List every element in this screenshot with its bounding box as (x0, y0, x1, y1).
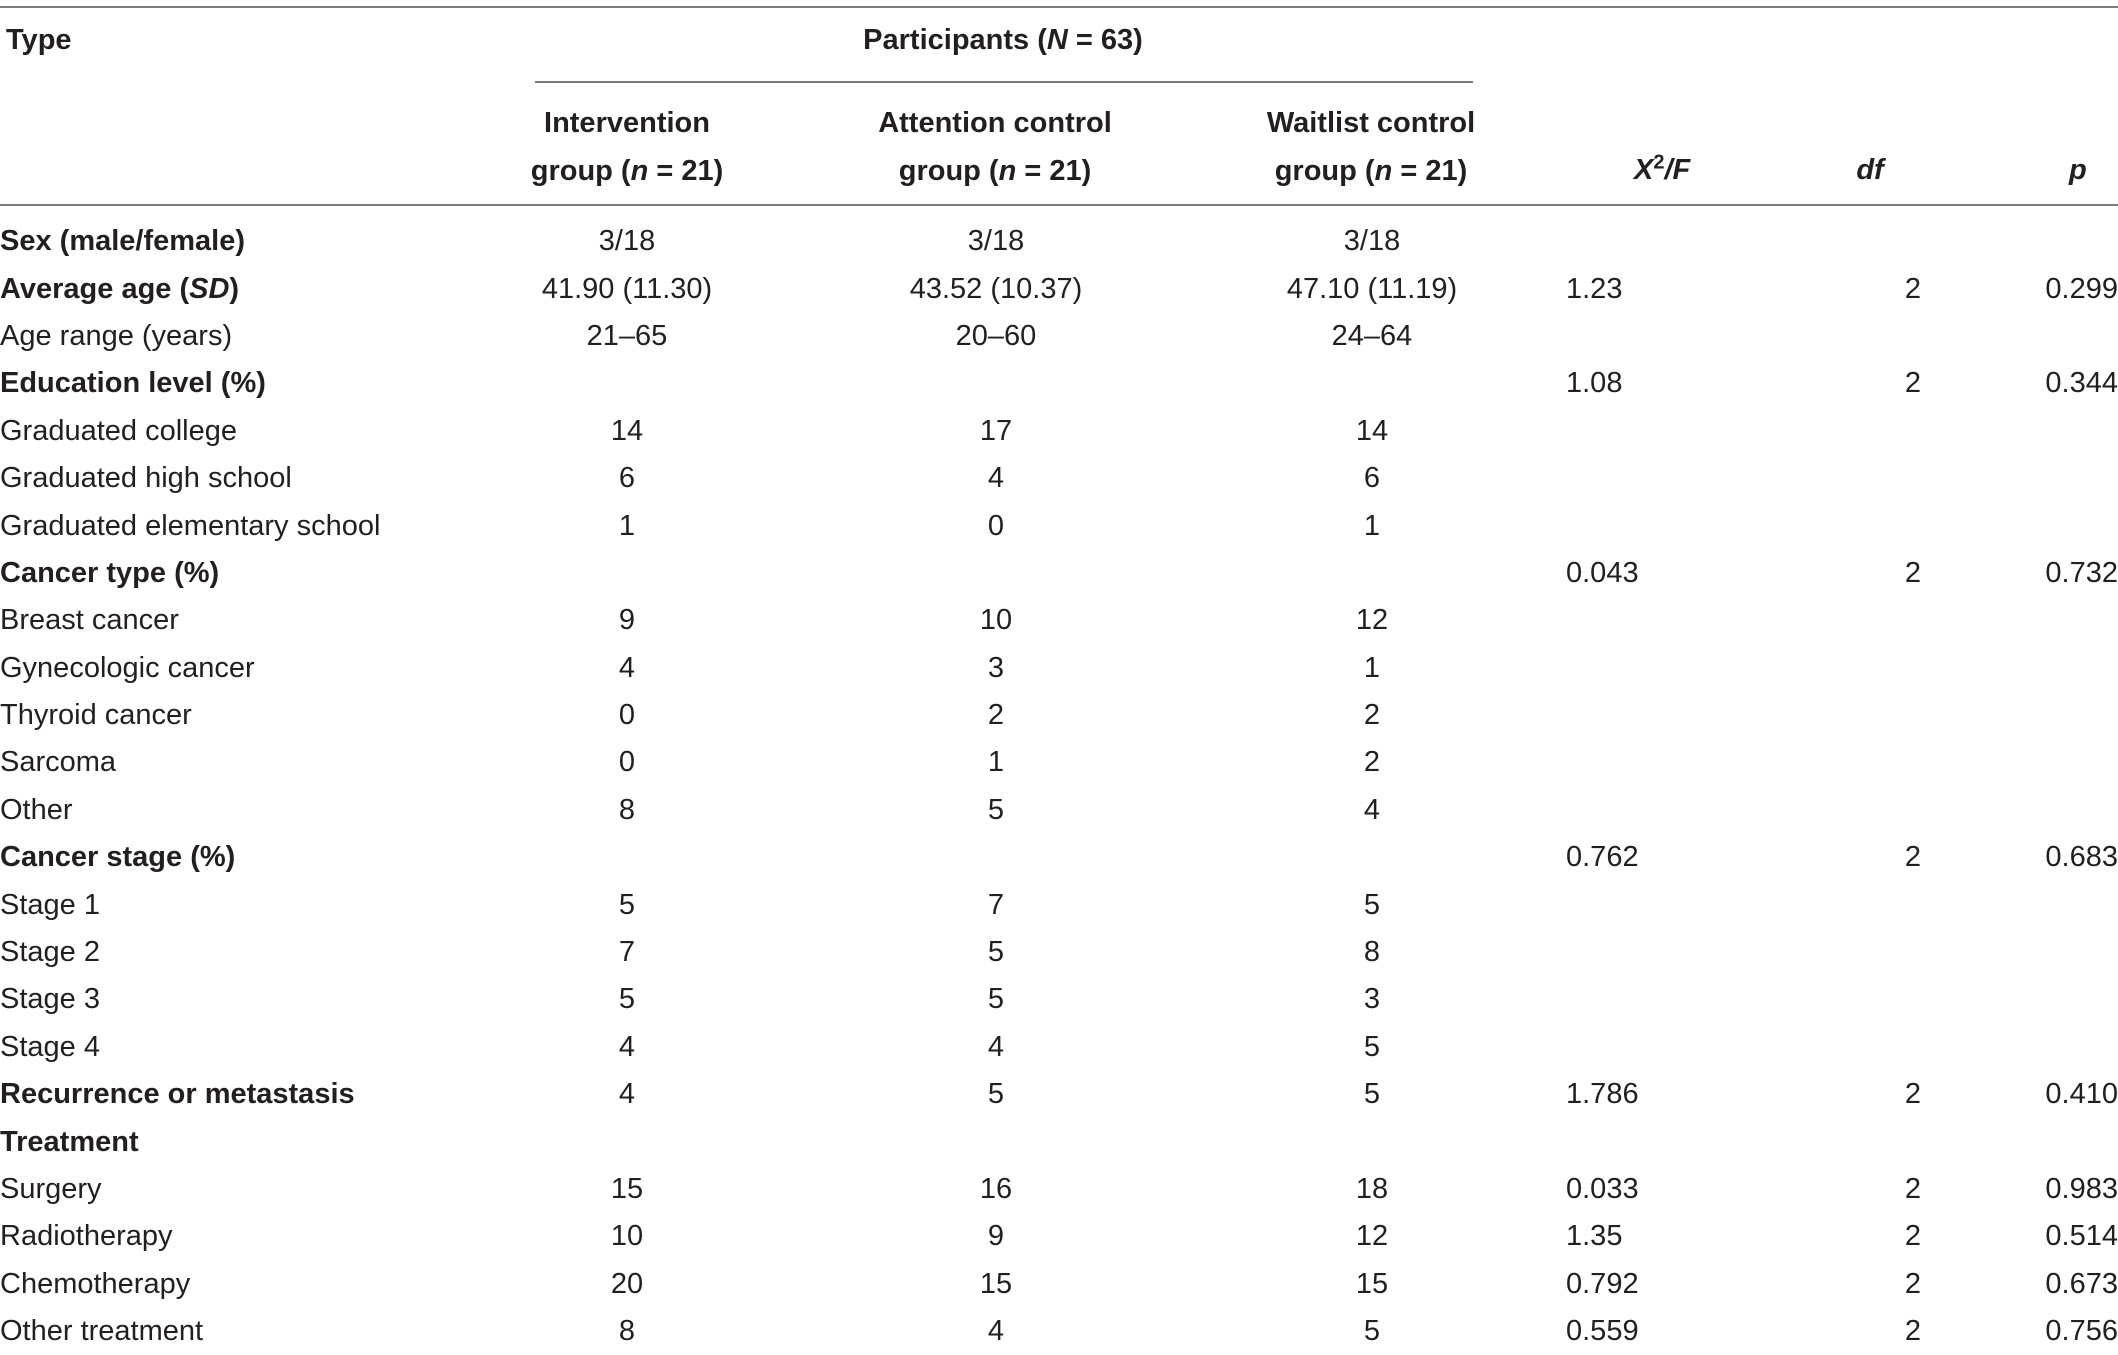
row-label: Education level (%) (0, 367, 266, 400)
p-value: 0.514 (2045, 1220, 2118, 1253)
intervention-value: 10 (610, 1220, 644, 1253)
row-label: Recurrence or metastasis (0, 1078, 355, 1111)
row-label: Treatment (0, 1125, 139, 1158)
table-row (0, 1024, 2118, 1071)
waitlist-control-value: 2 (1363, 699, 1381, 732)
row-label: Other treatment (0, 1315, 204, 1348)
intervention-value: 5 (618, 983, 636, 1016)
attention-control-value: 4 (987, 1315, 1005, 1348)
intervention-value (440, 834, 814, 881)
row-label: Sex (male/female) (0, 225, 246, 258)
attention-control-value: 5 (987, 1078, 1005, 1111)
header-intervention-group: Intervention group (n = 21) (530, 107, 724, 187)
waitlist-control-value: 5 (1363, 1078, 1381, 1111)
header-chi-square-f: $X^2/F$ (1634, 151, 1691, 186)
attention-control-value: 5 (987, 793, 1005, 826)
attention-control-value: 17 (979, 414, 1013, 447)
df-value: 2 (1904, 1220, 1922, 1253)
df-value (1816, 408, 2010, 455)
df-value: 2 (1904, 841, 1922, 874)
table-row (0, 692, 2118, 739)
attention-control-value (814, 360, 1178, 407)
waitlist-control-value: 14 (1355, 414, 1389, 447)
attention-control-value: 0 (987, 509, 1005, 542)
waitlist-control-value: 1 (1363, 509, 1381, 542)
p-value: 0.683 (2045, 841, 2118, 874)
chi-square-f-value: 1.23 (1566, 272, 1623, 305)
attention-control-value (814, 550, 1178, 597)
row-label: Graduated high school (0, 462, 292, 495)
attention-control-value: 15 (979, 1267, 1013, 1300)
row-label: Stage 3 (0, 983, 100, 1016)
table-row (0, 645, 2118, 692)
p-value: 0.299 (2045, 272, 2118, 305)
p-value (2010, 976, 2118, 1023)
df-value: 2 (1904, 1173, 1922, 1205)
header-participants: Participants (N = 63) (863, 24, 1143, 56)
intervention-value: 7 (618, 936, 636, 969)
waitlist-control-value: 2 (1363, 746, 1381, 779)
waitlist-control-value: 12 (1355, 604, 1389, 637)
row-label: Average age (SD) (0, 272, 240, 305)
attention-control-value: 4 (987, 1030, 1005, 1063)
chi-square-f-value (1566, 929, 1816, 976)
attention-control-value: 3 (987, 651, 1005, 684)
attention-control-value: 43.52 (10.37) (909, 272, 1083, 305)
intervention-value: 15 (610, 1173, 644, 1205)
chi-square-f-value (1566, 645, 1816, 692)
header-attention-control-group: Attention control group (n = 21) (878, 107, 1112, 187)
table-row (0, 1118, 2118, 1165)
df-value: 2 (1904, 1267, 1922, 1300)
waitlist-control-value: 1 (1363, 651, 1381, 684)
table-row (0, 597, 2118, 644)
intervention-value: 4 (618, 651, 636, 684)
p-value (2010, 597, 2118, 644)
chi-square-f-value: 0.559 (1566, 1315, 1639, 1348)
intervention-value: 41.90 (11.30) (541, 272, 713, 305)
chi-square-f-value (1566, 597, 1816, 644)
intervention-value (440, 550, 814, 597)
table-row (0, 313, 2118, 360)
chi-square-f-value: 1.786 (1566, 1078, 1639, 1111)
waitlist-control-value: 5 (1363, 888, 1381, 921)
table-row (0, 1213, 2118, 1260)
intervention-value: 8 (618, 1315, 636, 1348)
df-value (1816, 502, 2010, 549)
row-label: Other (0, 793, 73, 826)
chi-square-f-value: 0.792 (1566, 1267, 1639, 1300)
intervention-value: 3/18 (598, 225, 656, 258)
waitlist-control-value (1178, 550, 1566, 597)
df-value (1816, 692, 2010, 739)
chi-square-f-value: 1.35 (1566, 1220, 1623, 1253)
table-row (0, 739, 2118, 786)
df-value (1816, 1024, 2010, 1071)
waitlist-control-value (1178, 360, 1566, 407)
chi-square-f-value (1566, 502, 1816, 549)
intervention-value: 6 (618, 462, 636, 495)
chi-square-f-value (1566, 976, 1816, 1023)
waitlist-control-value: 5 (1363, 1030, 1381, 1063)
df-value (1816, 455, 2010, 502)
df-value (1816, 218, 2010, 265)
chi-square-f-value: 0.762 (1566, 841, 1639, 874)
df-value: 2 (1904, 272, 1922, 305)
intervention-value: 5 (618, 888, 636, 921)
row-label: Stage 4 (0, 1030, 100, 1063)
intervention-value: 14 (610, 414, 644, 447)
p-value: 0.732 (2045, 556, 2118, 589)
intervention-value: 0 (618, 699, 636, 732)
df-value (1816, 1118, 2010, 1165)
waitlist-control-value: 3/18 (1343, 225, 1401, 258)
header-waitlist-control-group: Waitlist control group (n = 21) (1266, 107, 1476, 187)
row-label: Age range (years) (0, 319, 233, 352)
df-value (1816, 881, 2010, 928)
p-value (2010, 408, 2118, 455)
chi-square-f-value (1566, 881, 1816, 928)
table-row (0, 881, 2118, 928)
attention-control-value: 5 (987, 983, 1005, 1016)
table-row (0, 976, 2118, 1023)
table-row (0, 502, 2118, 549)
df-value (1816, 739, 2010, 786)
table-row (0, 834, 2118, 881)
row-label: Radiotherapy (0, 1220, 173, 1253)
waitlist-control-value: 6 (1363, 462, 1381, 495)
chi-square-f-value: 0.043 (1566, 556, 1639, 589)
df-value: 2 (1904, 1078, 1922, 1111)
waitlist-control-value (1178, 834, 1566, 881)
attention-control-value: 4 (987, 462, 1005, 495)
table-row (0, 218, 2118, 265)
table-row (0, 455, 2118, 502)
intervention-value: 9 (618, 604, 636, 637)
waitlist-control-value: 18 (1355, 1173, 1389, 1205)
p-value (2010, 218, 2118, 265)
header-bottom-rule (0, 204, 2118, 206)
table-row (0, 550, 2118, 597)
attention-control-value: 9 (987, 1220, 1005, 1253)
row-label: Sarcoma (0, 746, 117, 779)
df-value (1816, 313, 2010, 360)
p-value (2010, 455, 2118, 502)
waitlist-control-value: 4 (1363, 793, 1381, 826)
df-value: 2 (1904, 367, 1922, 400)
p-value (2010, 645, 2118, 692)
table-row (0, 408, 2118, 455)
attention-control-value: 10 (979, 604, 1013, 637)
row-label: Graduated elementary school (0, 509, 381, 542)
chi-square-f-value: 1.08 (1566, 367, 1623, 400)
table-row (0, 1166, 2118, 1213)
intervention-value: 0 (618, 746, 636, 779)
table-row (0, 360, 2118, 407)
attention-control-value: 1 (987, 746, 1005, 779)
df-value (1816, 976, 2010, 1023)
header-type: Type (6, 24, 72, 56)
waitlist-control-value: 12 (1355, 1220, 1389, 1253)
chi-square-f-value (1566, 1024, 1816, 1071)
table-row (0, 787, 2118, 834)
table-row (0, 1261, 2118, 1308)
attention-control-value: 7 (987, 888, 1005, 921)
p-value (2010, 692, 2118, 739)
row-label: Gynecologic cancer (0, 651, 255, 684)
waitlist-control-value (1178, 1118, 1566, 1165)
p-value (2010, 929, 2118, 976)
p-value (2010, 502, 2118, 549)
row-label: Thyroid cancer (0, 699, 192, 732)
intervention-value (440, 360, 814, 407)
chi-square-f-value (1566, 739, 1816, 786)
df-value: 2 (1904, 1315, 1922, 1348)
chi-square-f-value (1566, 408, 1816, 455)
attention-control-value: 20–60 (955, 319, 1037, 352)
row-label: Cancer type (%) (0, 556, 220, 589)
attention-control-value (814, 834, 1178, 881)
attention-control-value: 2 (987, 699, 1005, 732)
row-label: Graduated college (0, 414, 237, 447)
attention-control-value: 16 (979, 1173, 1013, 1205)
chi-square-f-value (1566, 218, 1816, 265)
waitlist-control-value: 3 (1363, 983, 1381, 1016)
table-row (0, 1071, 2118, 1118)
intervention-value: 4 (618, 1030, 636, 1063)
p-value (2010, 881, 2118, 928)
chi-square-f-value (1566, 313, 1816, 360)
row-label: Stage 2 (0, 936, 100, 969)
table-row (0, 1308, 2118, 1355)
row-label: Stage 1 (0, 888, 100, 921)
intervention-value: 1 (618, 509, 636, 542)
df-value (1816, 597, 2010, 644)
p-value (2010, 313, 2118, 360)
chi-square-f-value (1566, 692, 1816, 739)
attention-control-value: 5 (987, 936, 1005, 969)
waitlist-control-value: 5 (1363, 1315, 1381, 1348)
p-value (2010, 1118, 2118, 1165)
waitlist-control-value: 47.10 (11.19) (1286, 272, 1458, 305)
intervention-value: 8 (618, 793, 636, 826)
p-value: 0.344 (2045, 367, 2118, 400)
p-value: 0.983 (2045, 1173, 2118, 1205)
df-value (1816, 787, 2010, 834)
df-value (1816, 645, 2010, 692)
demographics-table (0, 218, 2118, 1355)
p-value (2010, 739, 2118, 786)
row-label: Cancer stage (%) (0, 841, 236, 874)
chi-square-f-value: 0.033 (1566, 1173, 1639, 1205)
p-value (2010, 1024, 2118, 1071)
p-value (2010, 787, 2118, 834)
df-value (1816, 929, 2010, 976)
p-value: 0.673 (2045, 1267, 2118, 1300)
row-label: Surgery (0, 1173, 102, 1205)
header-df: df (1856, 154, 1884, 186)
row-label: Breast cancer (0, 604, 179, 637)
header-p: p (2069, 154, 2087, 186)
attention-control-value (814, 1118, 1178, 1165)
intervention-value: 21–65 (586, 319, 668, 352)
waitlist-control-value: 15 (1355, 1267, 1389, 1300)
table-top-rule (0, 6, 2118, 8)
p-value: 0.410 (2045, 1078, 2118, 1111)
intervention-value: 4 (618, 1078, 636, 1111)
attention-control-value: 3/18 (967, 225, 1025, 258)
chi-square-f-value (1566, 455, 1816, 502)
p-value: 0.756 (2045, 1315, 2118, 1348)
waitlist-control-value: 24–64 (1331, 319, 1413, 352)
participants-spanner-rule (535, 81, 1473, 83)
waitlist-control-value: 8 (1363, 936, 1381, 969)
intervention-value (440, 1118, 814, 1165)
row-label: Chemotherapy (0, 1267, 191, 1300)
table-row (0, 265, 2118, 312)
intervention-value: 20 (610, 1267, 644, 1300)
chi-square-f-value (1566, 1118, 1816, 1165)
df-value: 2 (1904, 556, 1922, 589)
table-row (0, 929, 2118, 976)
chi-square-f-value (1566, 787, 1816, 834)
